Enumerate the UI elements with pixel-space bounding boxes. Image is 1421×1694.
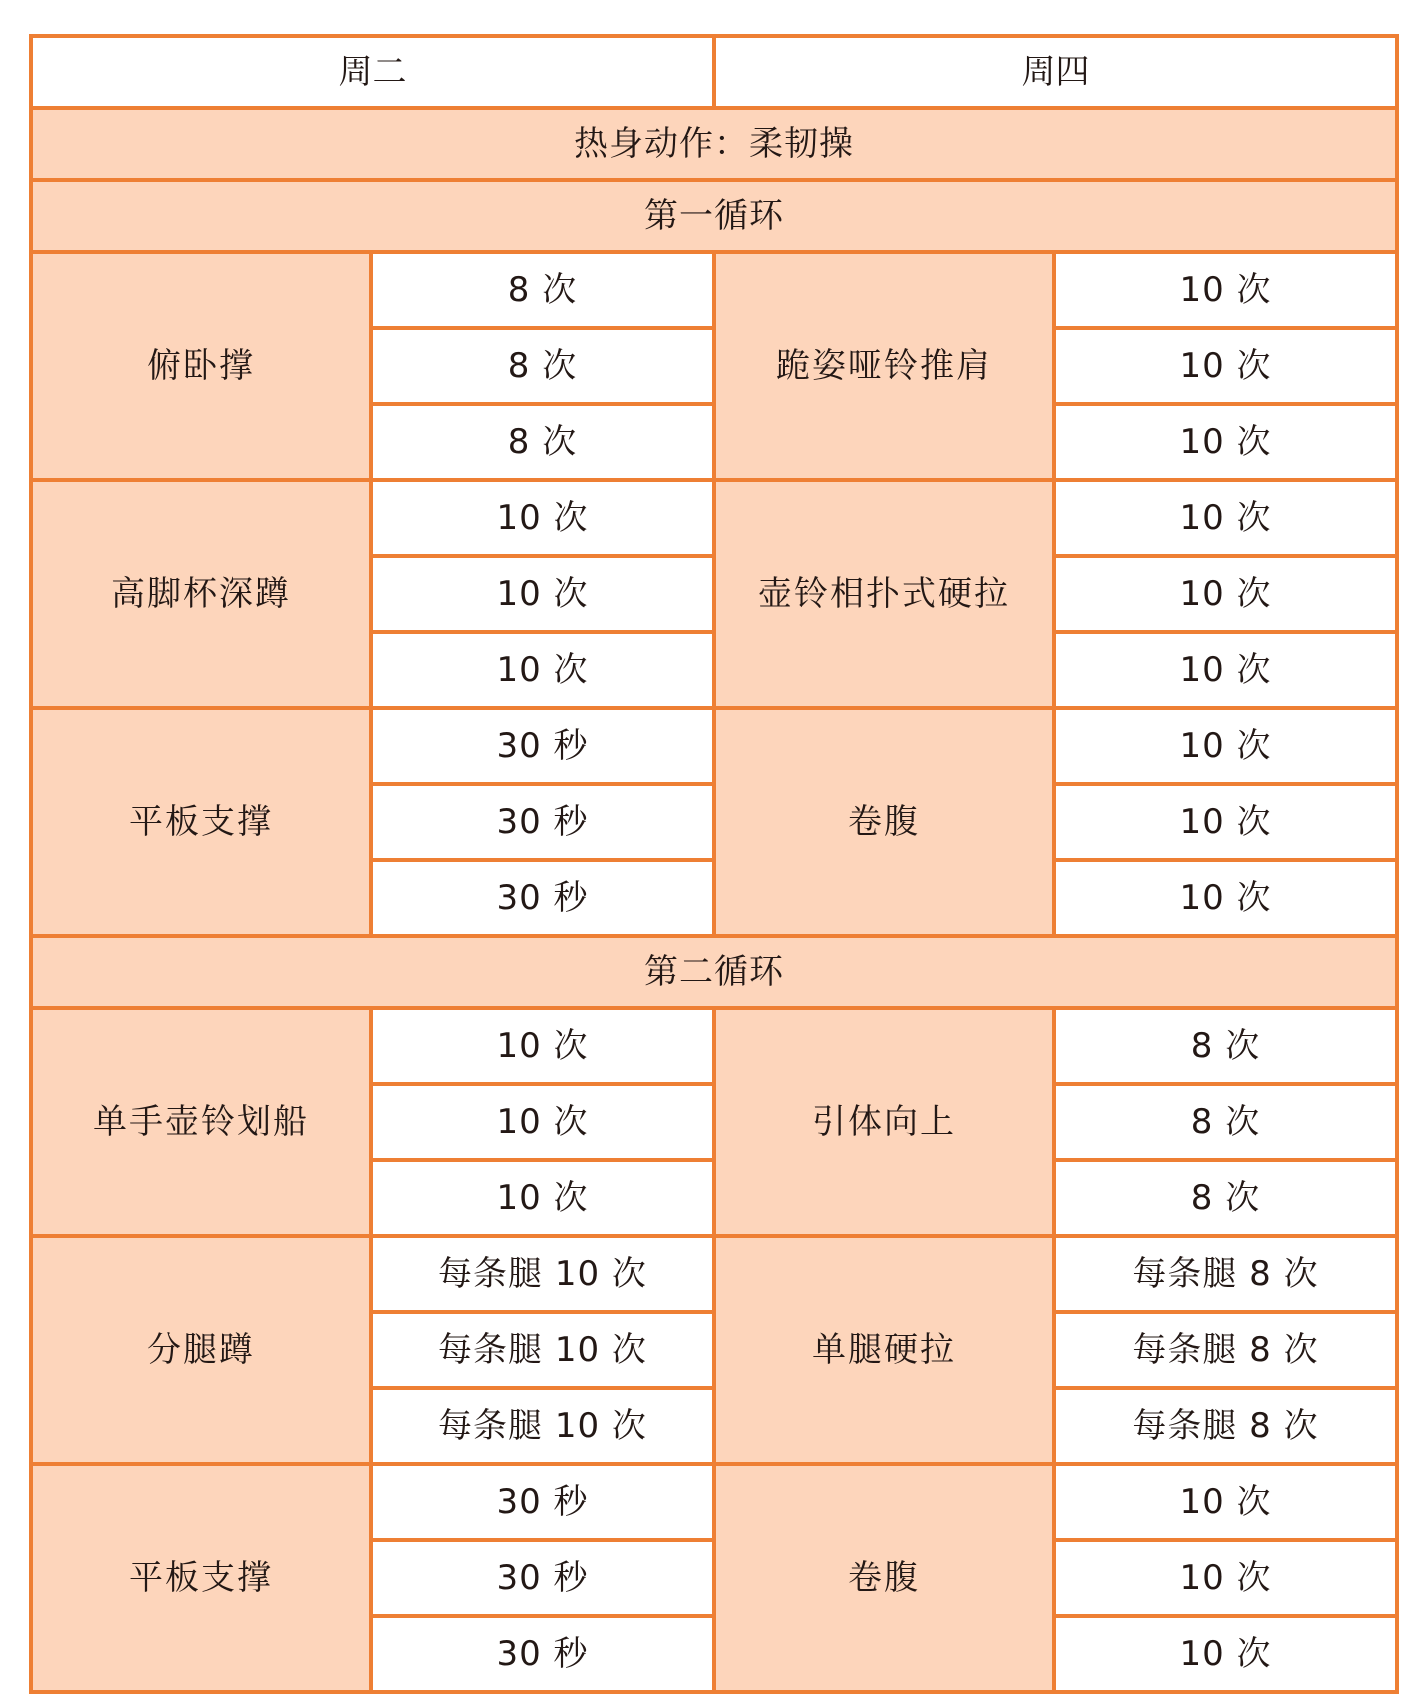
circuit-title: 第一循环 [31, 180, 1397, 252]
set-reps: 10 次 [371, 480, 714, 556]
set-row [31, 480, 1397, 556]
set-reps: 10 次 [1054, 632, 1397, 708]
set-reps: 8 次 [371, 404, 714, 480]
set-reps: 8 次 [371, 252, 714, 328]
set-reps: 8 次 [1054, 1084, 1397, 1160]
set-reps: 10 次 [371, 556, 714, 632]
exercise-name: 引体向上 [714, 1008, 1054, 1236]
exercise-name: 平板支撑 [31, 1464, 371, 1692]
set-reps: 30 秒 [371, 1464, 714, 1540]
exercise-name: 跪姿哑铃推肩 [714, 252, 1054, 480]
exercise-name: 单手壶铃划船 [31, 1008, 371, 1236]
set-reps: 30 秒 [371, 1540, 714, 1616]
set-reps: 10 次 [1054, 784, 1397, 860]
day-header-thursday: 周四 [714, 36, 1397, 108]
circuit-title: 第二循环 [31, 936, 1397, 1008]
set-reps: 每条腿 10 次 [371, 1312, 714, 1388]
set-reps: 10 次 [371, 632, 714, 708]
set-reps: 每条腿 10 次 [371, 1388, 714, 1464]
set-reps: 10 次 [1054, 708, 1397, 784]
exercise-name: 壶铃相扑式硬拉 [714, 480, 1054, 708]
set-row [31, 1008, 1397, 1084]
set-reps: 每条腿 8 次 [1054, 1312, 1397, 1388]
set-reps: 每条腿 8 次 [1054, 1236, 1397, 1312]
set-reps: 10 次 [1054, 328, 1397, 404]
header-row [31, 36, 1397, 108]
set-reps: 10 次 [371, 1008, 714, 1084]
workout-schedule-table [29, 34, 1399, 1694]
circuit-title-row [31, 180, 1397, 252]
set-row [31, 1236, 1397, 1312]
set-row [31, 708, 1397, 784]
set-reps: 10 次 [1054, 252, 1397, 328]
set-reps: 每条腿 10 次 [371, 1236, 714, 1312]
set-reps: 10 次 [1054, 1616, 1397, 1692]
set-reps: 30 秒 [371, 860, 714, 936]
set-reps: 30 秒 [371, 708, 714, 784]
set-row [31, 1464, 1397, 1540]
day-header-tuesday: 周二 [31, 36, 714, 108]
warmup-label: 热身动作：柔韧操 [31, 108, 1397, 180]
set-reps: 30 秒 [371, 784, 714, 860]
set-reps: 8 次 [1054, 1008, 1397, 1084]
exercise-name: 单腿硬拉 [714, 1236, 1054, 1464]
set-reps: 8 次 [1054, 1160, 1397, 1236]
set-reps: 每条腿 8 次 [1054, 1388, 1397, 1464]
set-row [31, 252, 1397, 328]
set-reps: 8 次 [371, 328, 714, 404]
set-reps: 10 次 [1054, 480, 1397, 556]
exercise-name: 卷腹 [714, 708, 1054, 936]
set-reps: 10 次 [1054, 860, 1397, 936]
set-reps: 10 次 [1054, 1540, 1397, 1616]
exercise-name: 高脚杯深蹲 [31, 480, 371, 708]
set-reps: 10 次 [1054, 556, 1397, 632]
set-reps: 10 次 [371, 1084, 714, 1160]
circuit-title-row [31, 936, 1397, 1008]
set-reps: 10 次 [371, 1160, 714, 1236]
exercise-name: 分腿蹲 [31, 1236, 371, 1464]
exercise-name: 俯卧撑 [31, 252, 371, 480]
warmup-row [31, 108, 1397, 180]
schedule-body [31, 36, 1397, 1692]
exercise-name: 平板支撑 [31, 708, 371, 936]
set-reps: 10 次 [1054, 404, 1397, 480]
set-reps: 10 次 [1054, 1464, 1397, 1540]
set-reps: 30 秒 [371, 1616, 714, 1692]
exercise-name: 卷腹 [714, 1464, 1054, 1692]
